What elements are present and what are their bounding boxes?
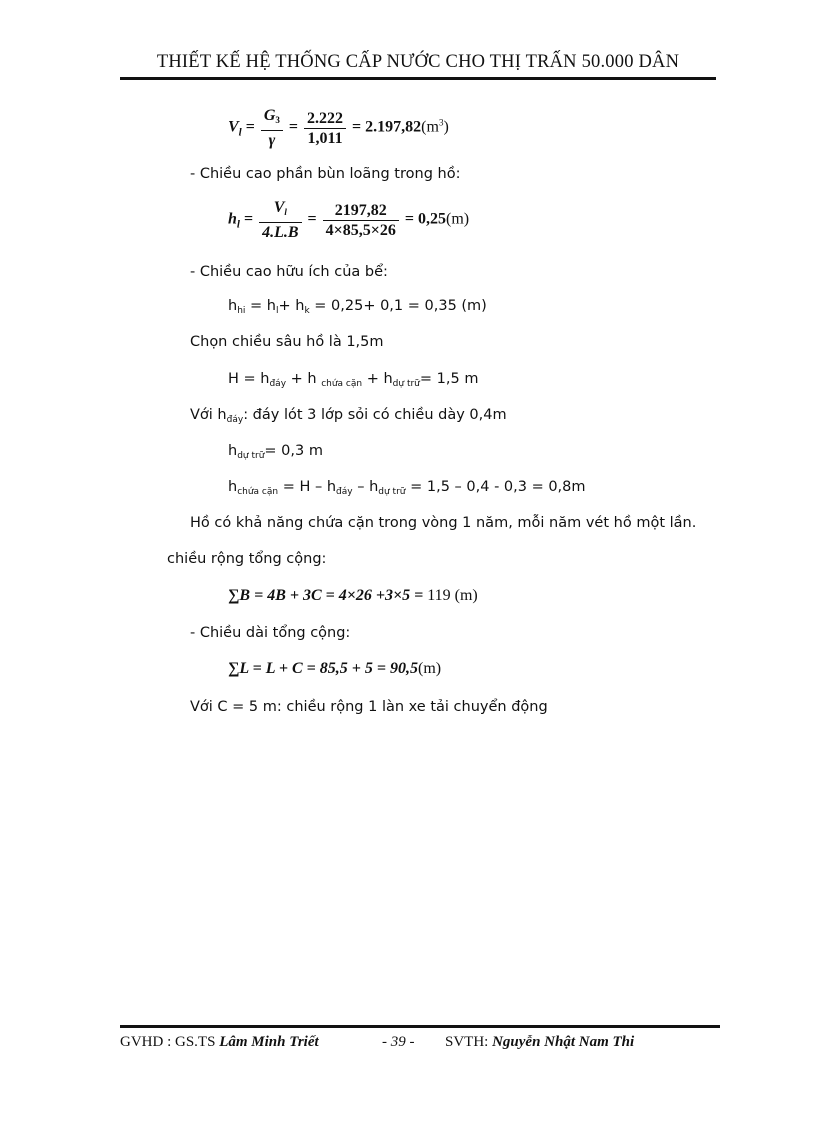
equation-reserve: [228, 443, 323, 461]
eq1-num1: G: [263, 107, 276, 124]
header-title: THIẾT KẾ HỆ THỐNG CẤP NƯỚC CHO THỊ TRẤN 50.000 DÂN: [156, 52, 680, 72]
eq3-c: + h: [278, 298, 305, 314]
equation-total-width: [228, 587, 478, 605]
eq7-expr: ∑B = 4B + 3C = 4×26 +3×5 =: [228, 587, 424, 604]
eq4-b: + h: [286, 371, 322, 387]
eq5-a-sub: dự trữ: [237, 451, 265, 461]
footer-svth-label: SVTH:: [445, 1034, 493, 1050]
eq2-unit: (m): [446, 210, 470, 228]
eq6-a-sub: chứa cặn: [237, 487, 279, 497]
eq5-a: h: [228, 443, 238, 459]
eq8-tail: (m): [418, 660, 442, 677]
footer-page-number: - 39 -: [382, 1034, 415, 1050]
eq2-num1: V: [273, 199, 285, 216]
eq1-num2: 2.222: [304, 109, 346, 129]
eq3-a-sub: hi: [237, 306, 246, 316]
eq6-d: = 1,5 – 0,4 - 0,3 = 0,8m: [405, 479, 586, 495]
eq4-a-sub: đáy: [269, 379, 287, 389]
equation-useful-height: [228, 298, 487, 316]
eq2-lhs: h: [228, 210, 237, 228]
equation-volume: $V_l$ = $\frac{G_3}{\gamma}$ = $\frac{2.222}{1,011}$ = $2.197,82(m^3)$: [228, 107, 449, 149]
footer-rule: [120, 1025, 720, 1028]
bullet-chieu-dai: - Chiều dài tổng cộng:: [190, 625, 351, 641]
voi-hday-a: Với h: [190, 407, 227, 423]
eq1-unit-exp: 3: [438, 117, 444, 128]
eq1-den2: 1,011: [307, 129, 343, 147]
bullet-huu-ich: - Chiều cao hữu ích của bể:: [190, 264, 388, 280]
voi-hday-b: : đáy lót 3 lớp sỏi có chiều dày 0,4m: [243, 407, 507, 423]
footer-svth-name: Nguyễn Nhật Nam Thi: [492, 1034, 635, 1050]
eq2-num1-sub: l: [284, 207, 287, 217]
eq6-a: h: [228, 479, 238, 495]
eq1-unit-close: ): [443, 118, 449, 136]
eq8-expr: ∑L = L + C = 85,5 + 5 = 90,5: [228, 660, 419, 677]
eq1-fraction-numeric: [304, 109, 346, 148]
eq2-num2: 2197,82: [323, 201, 399, 221]
eq3-c-sub: k: [304, 306, 310, 316]
eq2-den2: 4×85,5×26: [325, 221, 396, 239]
eq1-result: 2.197,82: [365, 118, 422, 136]
eq6-c: – h: [352, 479, 379, 495]
eq2-den1: 4.L.B: [262, 224, 299, 241]
equation-sediment-height: [228, 479, 586, 497]
eq6-b-sub: đáy: [336, 487, 353, 497]
eq1-lhs: V: [228, 118, 239, 136]
voi-hday-sub: đáy: [226, 415, 244, 425]
line-chon-chieu-sau: Chọn chiều sâu hồ là 1,5m: [190, 334, 384, 350]
equation-total-length: [228, 660, 441, 678]
eq1-num1-sub: 3: [275, 115, 280, 125]
eq3-a: h: [228, 298, 238, 314]
eq3-b-sub: l: [275, 306, 279, 316]
paragraph-chieu-rong: chiều rộng tổng cộng:: [167, 551, 327, 567]
eq4-c: + h: [362, 371, 393, 387]
eq2-result: 0,25: [418, 210, 447, 228]
eq4-d: = 1,5 m: [419, 371, 479, 387]
eq1-den1: γ: [268, 132, 276, 149]
eq2-fraction-symbolic: [259, 198, 301, 242]
eq1-unit-open: (m: [421, 118, 439, 136]
eq4-c-sub: dự trữ: [392, 379, 420, 389]
eq2-lhs-sub: l: [236, 218, 240, 231]
equation-sludge-height: $h_l$ = $\frac{V_l}{4.L.B}$ = $\frac{2197,82}{4\times 85,5\times 26}$ = 0,25(m): [228, 199, 470, 241]
eq7-tail: 119 (m): [423, 587, 478, 604]
footer-gvhd-name: Lâm Minh Triết: [219, 1034, 319, 1050]
eq6-c-sub: dự trữ: [378, 487, 406, 497]
header-rule: [120, 77, 716, 80]
equation-total-depth: [228, 371, 478, 389]
line-voi-hday: [190, 407, 507, 425]
footer-gvhd-label: GVHD : GS.TS: [120, 1034, 220, 1050]
eq3-d: = 0,25+ 0,1 = 0,35 (m): [309, 298, 487, 314]
paragraph-ho-chua-can: Hồ có khả năng chứa cặn trong vòng 1 năm, mỗi năm vét hồ một lần.: [190, 515, 697, 531]
eq1-fraction-symbolic: [261, 106, 283, 150]
footer: [120, 1034, 720, 1051]
eq4-a: H = h: [228, 371, 270, 387]
eq6-b: = H – h: [278, 479, 337, 495]
eq4-b-sub: chứa cặn: [321, 379, 363, 389]
eq1-lhs-sub: l: [238, 126, 242, 139]
eq3-b: = h: [245, 298, 276, 314]
eq2-fraction-numeric: [323, 201, 399, 240]
eq5-b: = 0,3 m: [264, 443, 323, 459]
line-voi-c: Với C = 5 m: chiều rộng 1 làn xe tải chuyển động: [190, 699, 548, 715]
bullet-bun-loang: - Chiều cao phần bùn loãng trong hồ:: [190, 166, 461, 182]
footer-svth: [445, 1034, 634, 1051]
